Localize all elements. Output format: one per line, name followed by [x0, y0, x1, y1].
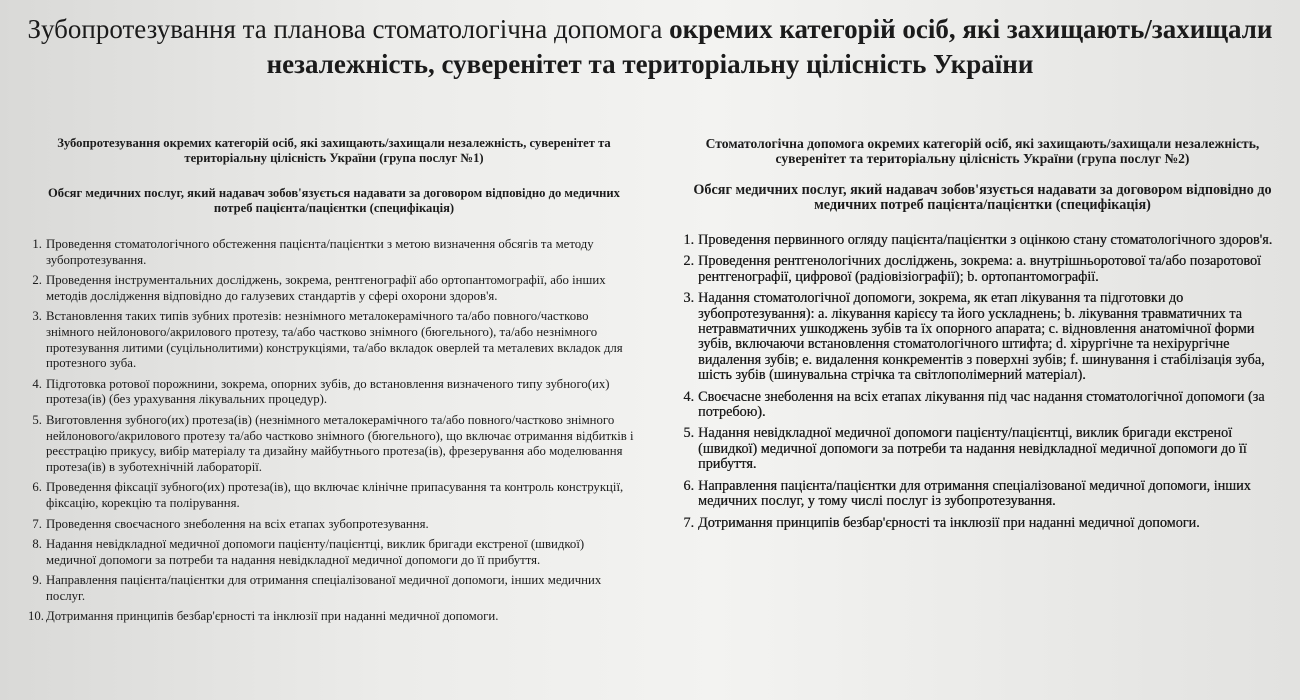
item-number: 7. — [32, 516, 42, 531]
list-item — [28, 517, 640, 533]
item-number: 5. — [32, 412, 42, 427]
item-number: 1. — [32, 237, 42, 251]
item-text: Підготовка ротової порожнини, зокрема, опорних зубів, до встановлення визначеного типу зубного(их) протеза(ів) (без урахування лікувальних процедур). — [46, 376, 610, 407]
list-item — [680, 516, 1285, 531]
list-item — [28, 377, 640, 408]
list-item — [680, 390, 1285, 421]
item-text: Своєчасне знеболення на всіх етапах лікування під час надання стоматологічної допомоги (за потребою). — [698, 388, 1265, 421]
list-item — [680, 426, 1285, 472]
item-text: Надання стоматологічної допомоги, зокрема, як етап лікування та підготовки до зубопротезування): a. лікування карієсу та його ускладнень; b. лікування травматичних та нетравматичних ушкоджень зубів та їх опорного апарата; c. відновлення анатомічної форми зубів, включаючи встановлення стоматологічного штифта; d. хірургічне та нехірургічне видалення зубів; e. видалення конкрементів з поверхні зубів; f. шинування і стабілізація зуба, шість зубів (шинувальна стрічка та світлополімерний матеріал). — [698, 290, 1265, 384]
item-text: Проведення своєчасного знеболення на всіх етапах зубопротезування. — [46, 516, 429, 531]
item-text: Надання невідкладної медичної допомоги пацієнту/пацієнтці, виклик бригади екстреної (швидкої) медичної допомоги за потреби та надання невідкладної медичної допомоги до її прибуття. — [698, 425, 1247, 473]
item-text: Встановлення таких типів зубних протезів: незнімного металокерамічного та/або повного/частково знімного нейлонового/акрилового протезу, та/або частково знімного (бюгельного), та/або незнімного протезування литими (суцільнолитими) конструкціями, та/або вкладок оверлей та металевих вкладок для протезного зуба. — [46, 309, 623, 371]
list-item — [28, 537, 640, 568]
item-text: Проведення стоматологічного обстеження пацієнта/пацієнтки з метою визначення обсягів та методу зубопротезування. — [46, 237, 594, 267]
item-number: 9. — [32, 573, 42, 588]
list-item — [28, 237, 640, 268]
item-text: Проведення рентгенологічних досліджень, зокрема: a. внутрішньоротової та/або позаротової рентгенографії, цифрової (радіовізіографії); b. ортопантомографії. — [698, 253, 1261, 285]
item-number: 8. — [32, 537, 42, 552]
item-text: Проведення первинного огляду пацієнта/пацієнтки з оцінкою стану стоматологічного здоров'я. — [698, 232, 1273, 248]
list-item — [28, 609, 640, 625]
list-item — [28, 480, 640, 511]
group-1-services-list — [28, 237, 640, 625]
group-1-specification-heading: Обсяг медичних послуг, який надавач зобов'язується надавати за договором відповідно до медичних потреб пацієнта/пацієнтки (специфікація) — [48, 186, 620, 215]
list-item — [28, 273, 640, 304]
item-text: Дотримання принципів безбар'єрності та інклюзії при наданні медичної допомоги. — [46, 609, 499, 624]
page-title-bold: окремих категорій осіб, які захищають/захищали незалежність, суверенітет та територіальну цілісність України — [266, 14, 1273, 79]
item-number: 3. — [683, 290, 694, 307]
item-number: 2. — [32, 273, 42, 288]
list-item — [680, 291, 1285, 383]
group-2-specification-heading: Обсяг медичних послуг, який надавач зобов'язується надавати за договором відповідно до медичних потреб пацієнта/пацієнтки (специфікація) — [693, 182, 1272, 213]
item-number: 10. — [28, 609, 44, 624]
item-text: Направлення пацієнта/пацієнтки для отримання спеціалізованої медичної допомоги, інших медичних послуг. — [46, 573, 602, 603]
list-item — [680, 233, 1285, 248]
list-item — [28, 413, 640, 475]
item-text: Направлення пацієнта/пацієнтки для отримання спеціалізованої медичної допомоги, інших медичних послуг, у тому числі послуг із зубопротезування. — [698, 477, 1251, 510]
group-2-title: Стоматологічна допомога окремих категорій осіб, які захищають/захищали незалежність, суверенітет та територіальну цілісність України (група послуг №2) — [705, 136, 1260, 166]
item-number: 4. — [683, 388, 694, 405]
item-number: 1. — [683, 232, 694, 248]
item-number: 3. — [32, 309, 42, 324]
item-text: Виготовлення зубного(их) протеза(ів) (незнімного металокерамічного та/або повного/частково знімного нейлонового/акрилового протезу та/або частково знімного (бюгельного), що включає отримання відбитків і реєстрацію прикусу, вибір матеріалу та дизайну майбутнього протеза(ів), фрезерування або моделювання протеза(ів) в зуботехнічній лабораторії. — [46, 412, 634, 474]
group-2-services-list — [680, 233, 1285, 531]
item-number: 7. — [683, 514, 694, 531]
item-text: Проведення інструментальних досліджень, зокрема, рентгенографії або ортопантомографії, або інших методів дослідження відповідно до галузевих стандартів у сфері охорони здоров'я. — [46, 273, 606, 303]
list-item — [28, 309, 640, 371]
service-group-1-column — [28, 136, 640, 630]
service-group-2-column — [680, 136, 1285, 537]
list-item — [680, 254, 1285, 285]
list-item — [680, 479, 1285, 510]
item-text: Проведення фіксації зубного(их) протеза(ів), що включає клінічне припасування та контроль конструкції, фіксацію, корекцію та полірування. — [46, 480, 624, 510]
item-text: Надання невідкладної медичної допомоги пацієнту/пацієнтці, виклик бригади екстреної (швидкої) медичної допомоги за потреби та надання невідкладної медичної допомоги до її прибуття. — [46, 537, 585, 567]
list-item — [28, 573, 640, 604]
item-text: Дотримання принципів безбар'єрності та інклюзії при наданні медичної допомоги. — [698, 514, 1200, 531]
page-title-regular: Зубопротезування та планова стоматологічна допомога — [27, 14, 670, 44]
page-title — [20, 12, 1280, 82]
item-number: 4. — [32, 376, 42, 391]
item-number: 5. — [683, 425, 694, 442]
item-number: 6. — [32, 480, 42, 495]
item-number: 2. — [683, 253, 694, 270]
item-number: 6. — [683, 477, 694, 494]
group-1-title: Зубопротезування окремих категорій осіб, які захищають/захищали незалежність, суверенітет та територіальну цілісність України (група послуг №1) — [57, 136, 611, 165]
